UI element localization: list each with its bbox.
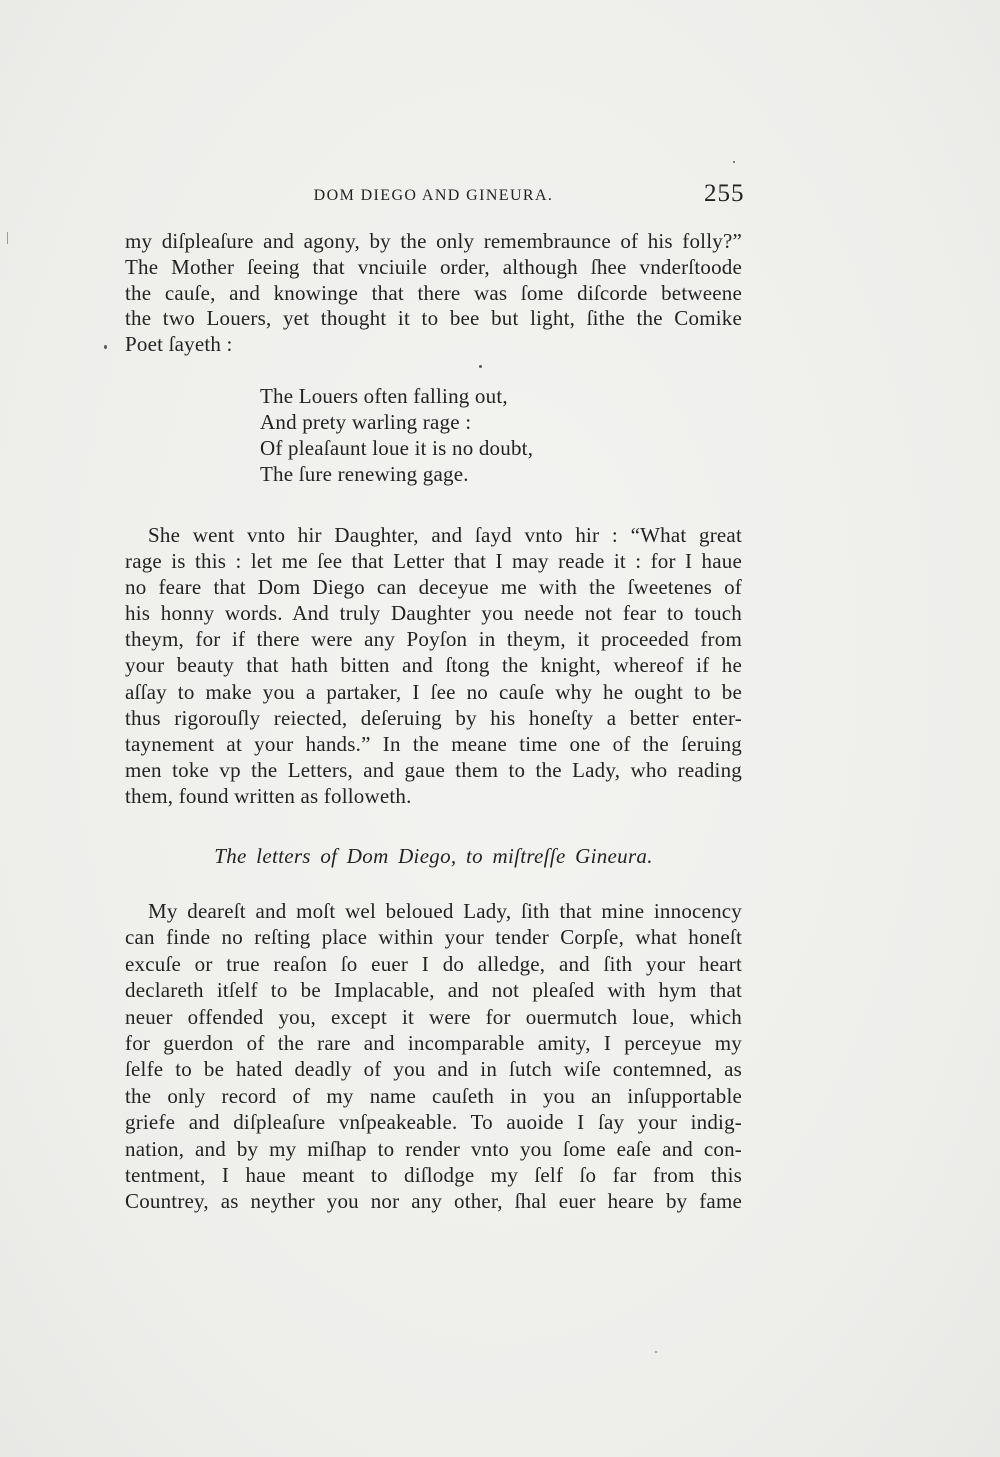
text-line: aſſay to make you a partaker, I ſee no cauſe why he ought to be [125,679,742,704]
text-line: nation, and by my miſhap to render vnto you ſome eaſe and con- [125,1136,742,1161]
text-line: your beauty that hath bitten and ſtong the knight, whereof if he [125,653,742,678]
scan-speck [104,345,107,349]
mother-speech-paragraph [125,522,742,809]
text-line: for guerdon of the rare and incomparable amity, I perceyue my [125,1030,742,1055]
text-line: excuſe or true reaſon ſo euer I do alledge, and ſith your heart [125,951,742,976]
scan-speck [733,161,735,163]
letter-heading: The letters of Dom Diego, to miſtreſſe Gineura. [214,844,653,868]
text-line: the two Louers, yet thought it to bee but light, ſithe the Comike [125,306,742,331]
letter-paragraph [125,898,742,1215]
text-line: She went vnto hir Daughter, and ſayd vnto hir : “What great [148,523,742,547]
text-line: Poet ſayeth : [125,332,233,357]
verse-line: And prety warling rage : [260,410,472,434]
text-line: can finde no reſting place within your tender Corpſe, what honeſt [125,925,742,950]
text-line: The Mother ſeeing that vnciuile order, although ſhee vnderſtoode [125,254,742,279]
text-line: no feare that Dom Diego can deceyue me with the ſweetenes of [125,575,742,600]
verse-quotation [260,383,740,487]
text-line: men toke vp the Letters, and gaue them to the Lady, who reading [125,757,742,782]
text-line: my diſpleaſure and agony, by the only remembraunce of his folly?” [125,229,742,253]
verse-line: The ſure renewing gage. [260,462,469,486]
text-line: ſelfe to be hated deadly of you and in ſutch wiſe contemned, as [125,1057,742,1082]
scan-speck [7,232,8,244]
text-line: griefe and diſpleaſure vnſpeakeable. To auoide I ſay your indig- [125,1110,742,1135]
text-line: taynement at your hands.” In the meane time one of the ſeruing [125,731,742,756]
text-line: tentment, I haue meant to diſlodge my ſelf ſo far from this [125,1162,742,1187]
text-line: thus rigorouſly reiected, deſeruing by his honeſty a better enter- [125,705,742,730]
verse-line: Of pleaſaunt loue it is no doubt, [260,436,534,460]
text-line: the only record of my name cauſeth in you an inſupportable [125,1083,742,1108]
text-line: neuer offended you, except it were for ouermutch loue, which [125,1004,742,1029]
page-number: 255 [704,180,745,207]
running-head: DOM DIEGO AND GINEURA. [313,187,554,204]
text-line: rage is this : let me ſee that Letter that I may reade it : for I haue [125,549,742,574]
text-line: them, found written as followeth. [125,783,412,808]
text-line: the cauſe, and knowinge that there was ſome diſcorde betweene [125,280,742,305]
scan-speck [479,365,482,368]
verse-line: The Louers often falling out, [260,384,508,408]
text-line: My deareſt and moſt wel beloued Lady, ſith that mine innocency [148,899,742,923]
text-line: his honny words. And truly Daughter you neede not fear to touch [125,601,742,626]
scan-speck [655,1351,657,1353]
text-line: Countrey, as neyther you nor any other, ſhal euer heare by fame [125,1189,742,1214]
text-line: declareth itſelf to be Implacable, and not pleaſed with hym that [125,978,742,1003]
continuation-paragraph [125,229,742,358]
text-line: theym, for if there were any Poyſon in theym, it proceeded from [125,627,742,652]
